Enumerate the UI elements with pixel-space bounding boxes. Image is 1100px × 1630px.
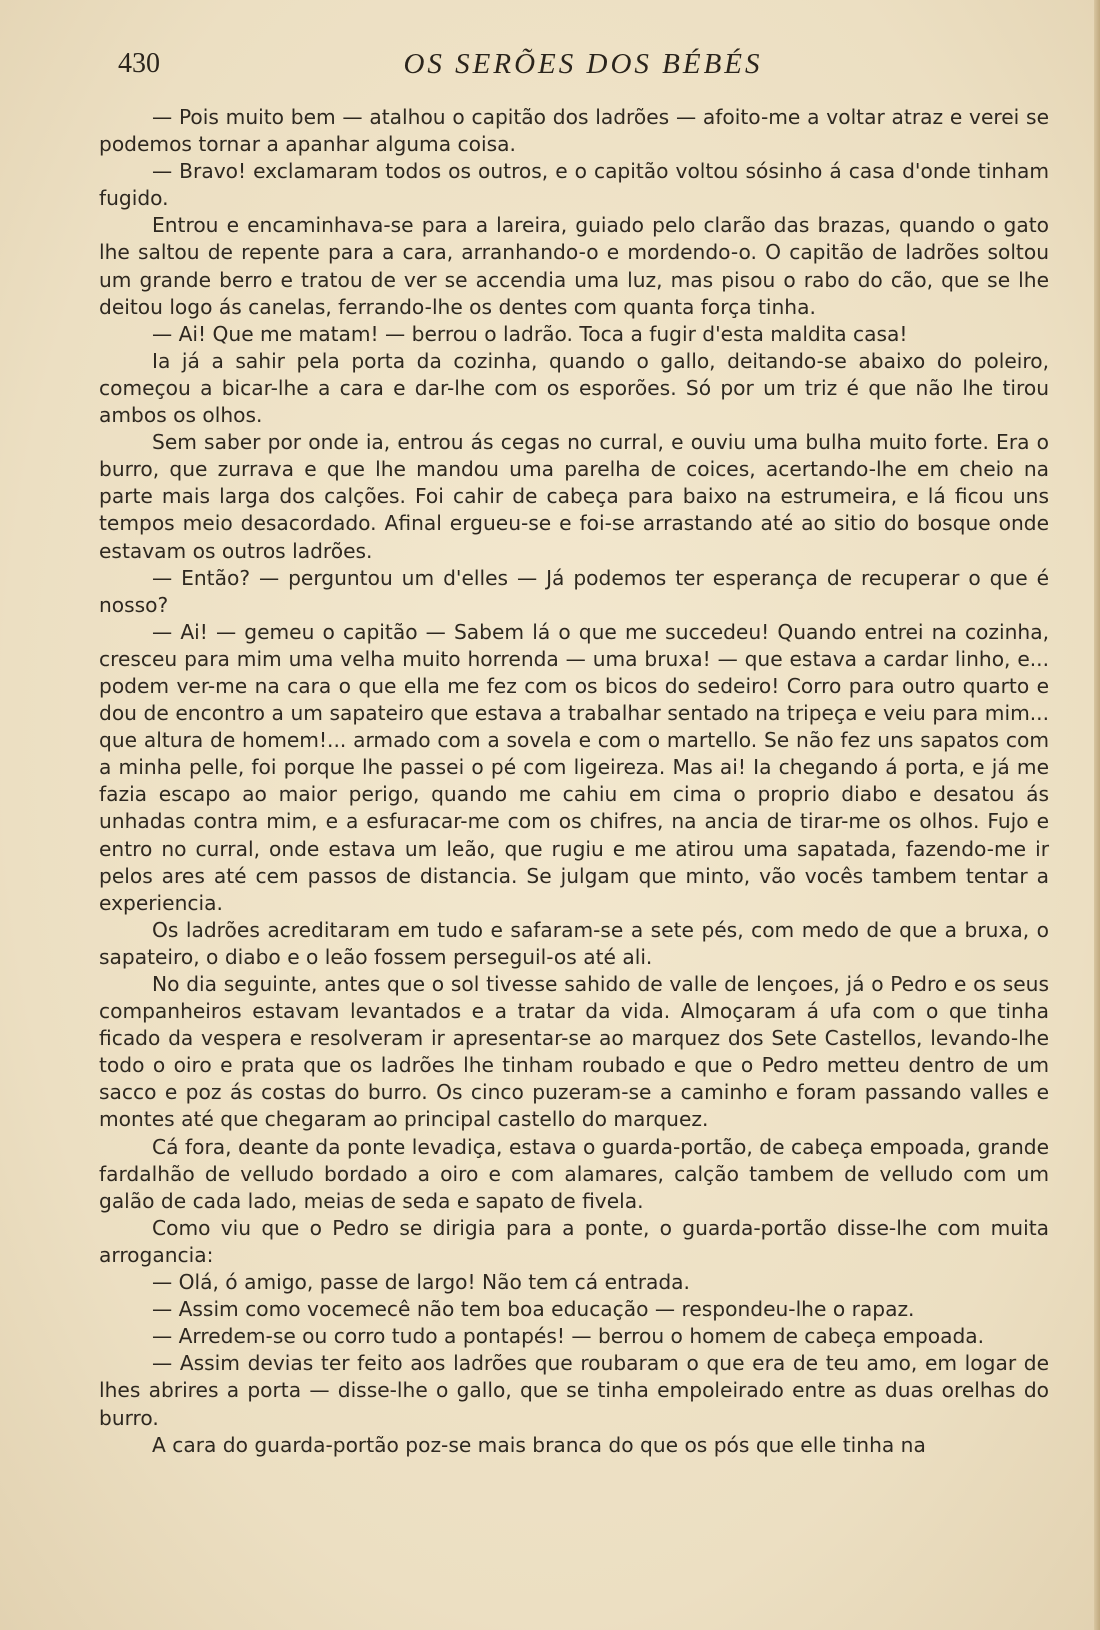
paragraph: Cá fora, deante da ponte levadiça, estava o guarda-portão, de cabeça empoada, grande fardalhão de velludo bordado a oiro e com alamares, calção tambem de velludo com um galão de cada lado, meias de seda e sapato de fivela. [99,1134,1049,1213]
paragraph: — Então? — perguntou um d'elles — Já podemos ter esperança de recuperar o que é nosso? [99,565,1049,617]
paragraph: Entrou e encaminhava-se para a lareira, guiado pelo clarão das brazas, quando o gato lhe saltou de repente para a cara, arranhando-o e mordendo-o. O capitão de ladrões soltou um grande berro e tratou de ver se accendia uma luz, mas pisou o rabo do cão, que se lhe deitou logo ás canelas, ferrando-lhe os dentes com quanta força tinha. [99,213,1049,319]
page-edge-shadow [1094,0,1100,1630]
paragraph: A cara do guarda-portão poz-se mais branca do que os pós que elle tinha na [152,1432,926,1457]
running-title: OS SERÕES DOS BÉBÉS [403,48,763,80]
paragraph: — Pois muito bem — atalhou o capitão dos ladrões — afoito-me a voltar atraz e verei se podemos tornar a apanhar alguma coisa. [99,105,1049,157]
paragraph: — Ai! — gemeu o capitão — Sabem lá o que me succedeu! Quando entrei na cozinha, cresceu para mim uma velha muito horrenda — uma bruxa! — que estava a cardar linho, e... podem ver-me na cara o que ella me fez com os bicos do sedeiro! Corro para outro quarto e dou de encontro a um sapateiro que estava a trabalhar sentado na tripeça e veiu para mim... que altura de homem!... armado com a sovela e com o martello. Se não fez uns sapatos com a minha pelle, foi porque lhe passei o pé com ligeireza. Mas ai! Ia chegando á porta, e já me fazia escapo ao maior perigo, quando me cahiu em cima o proprio diabo e desatou ás unhadas contra mim, e a esfuracar-me com os chifres, na ancia de tirar-me os olhos. Fujo e entro no curral, onde estava um leão, que rugiu e me atirou uma sapatada, fazendo-me ir pelos ares até cem passos de distancia. Se julgam que minto, vão vocês tambem tentar a experiencia. [99,619,1049,915]
paragraph: No dia seguinte, antes que o sol tivesse sahido de valle de lençoes, já o Pedro e os seus companheiros estavam levantados e a tratar da vida. Almoçaram á ufa com o que tinha ficado da vespera e resolveram ir apresentar-se ao marquez dos Sete Castellos, levando-lhe todo o oiro e prata que os ladrões lhe tinham roubado e que o Pedro metteu dentro de um sacco e poz ás costas do burro. Os cinco puzeram-se a caminho e foram passando valles e montes até que chegaram ao principal castello do marquez. [99,972,1049,1132]
paragraph: — Ai! Que me matam! — berrou o ladrão. Toca a fugir d'esta maldita casa! [152,321,908,346]
paragraph: Ia já a sahir pela porta da cozinha, quando o gallo, deitando-se abaixo do poleiro, começou a bicar-lhe a cara e dar-lhe com os esporões. Só por um triz é que não lhe tirou ambos os olhos. [99,348,1049,428]
paragraph: — Assim devias ter feito aos ladrões que roubaram o que era de teu amo, em logar de lhes abrires a porta — disse-lhe o gallo, que se tinha empoleirado entre as duas orelhas do burro. [99,1351,1049,1430]
paragraph: — Arredem-se ou corro tudo a pontapés! — berrou o homem de cabeça empoada. [152,1324,985,1349]
paragraph: Como viu que o Pedro se dirigia para a ponte, o guarda-portão disse-lhe com muita arrogancia: [99,1215,1049,1267]
page-header [118,48,1048,88]
paragraph: Sem saber por onde ia, entrou ás cegas no curral, e ouviu uma bulha muito forte. Era o burro, que zurrava e que lhe mandou uma parelha de coices, acertando-lhe em cheio na parte mais larga dos calções. Foi cahir de cabeça para baixo na estrumeira, e lá ficou uns tempos meio desacordado. Afinal ergueu-se e foi-se arrastando até ao sitio do bosque onde estavam os outros ladrões. [99,430,1049,563]
page-number: 430 [118,48,160,79]
paragraph: — Assim como vocemecê não tem boa educação — respondeu-lhe o rapaz. [152,1297,915,1322]
paragraph: — Olá, ó amigo, passe de largo! Não tem cá entrada. [152,1270,690,1295]
paragraph: — Bravo! exclamaram todos os outros, e o capitão voltou sósinho á casa d'onde tinham fugido. [99,159,1049,211]
paragraph: Os ladrões acreditaram em tudo e safaram-se a sete pés, com medo de que a bruxa, o sapateiro, o diabo e o leão fossem perseguil-os até ali. [99,917,1049,969]
body-text [99,104,1049,1459]
